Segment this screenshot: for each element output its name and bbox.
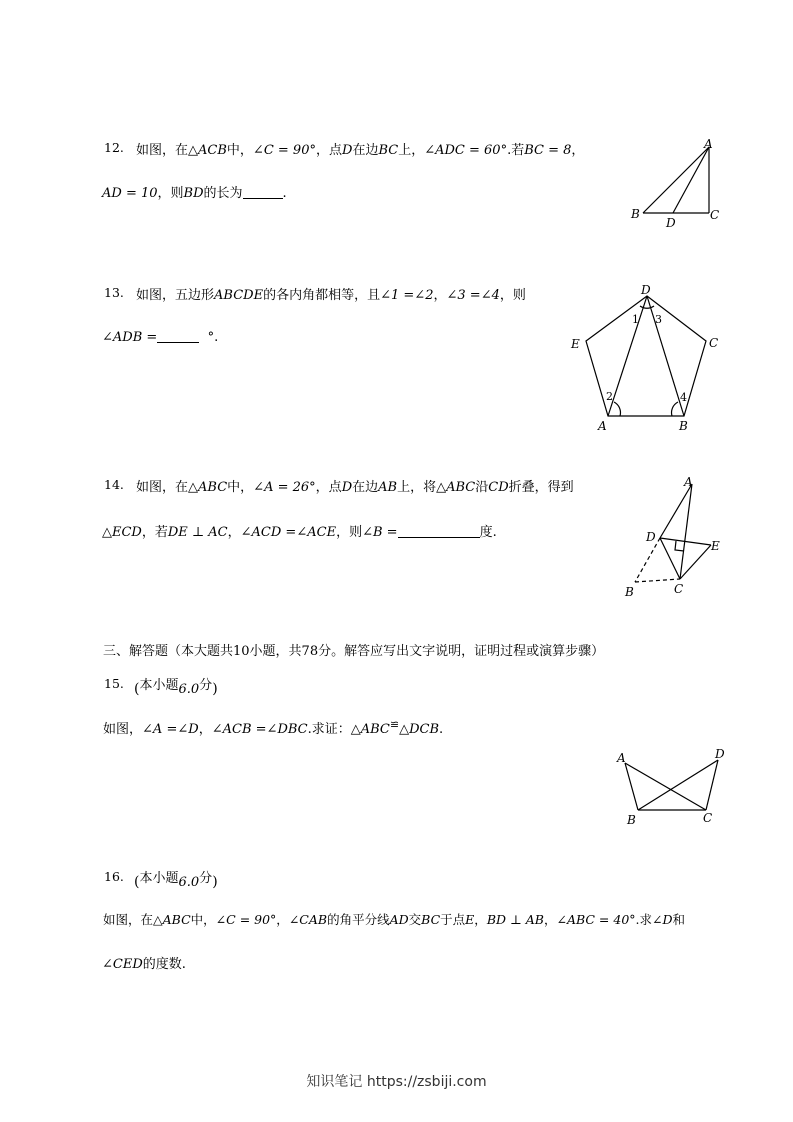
text: 于点 xyxy=(440,912,466,927)
text: .若 xyxy=(507,143,525,158)
text: 的角平分线 xyxy=(327,912,390,927)
text: 中， xyxy=(190,912,216,927)
label-4: 4 xyxy=(680,391,687,404)
math: ADC = 60 xyxy=(435,143,501,158)
triangle-symbol: △ xyxy=(188,143,199,158)
label-D: D xyxy=(641,283,651,297)
math: B = xyxy=(373,525,398,540)
angle-symbol: ∠ xyxy=(652,912,663,927)
math: D xyxy=(188,722,199,737)
angle-symbol: ∠ xyxy=(480,288,492,303)
math: ABC xyxy=(446,480,476,495)
math: ABC = 40 xyxy=(566,912,630,927)
text: . xyxy=(214,330,219,345)
text: 中， xyxy=(226,143,253,158)
math: 4 xyxy=(491,288,500,303)
text: ， xyxy=(276,912,289,927)
math: A = 26 xyxy=(264,480,310,495)
text: 上，将 xyxy=(397,480,437,495)
math: 2 xyxy=(425,288,434,303)
angle-symbol: ∠ xyxy=(102,957,113,972)
text: .求证： xyxy=(307,722,351,737)
label-D: D xyxy=(666,216,676,230)
math: DCB xyxy=(409,722,440,737)
q16-line2 xyxy=(102,953,186,972)
text: 和 xyxy=(672,912,686,927)
math: C = 90 xyxy=(263,143,310,158)
degree-symbol: ° xyxy=(500,143,508,158)
q16-score xyxy=(134,867,218,890)
triangle-symbol: △ xyxy=(188,480,199,495)
text: 本小题 xyxy=(139,871,179,886)
paren: ) xyxy=(212,874,218,890)
label-B: B xyxy=(625,585,634,599)
q16-line1 xyxy=(103,910,685,928)
text: 如图，在 xyxy=(103,912,154,927)
text: 如图，五边形 xyxy=(136,288,215,303)
label-B: B xyxy=(631,207,640,221)
math: ABC xyxy=(198,480,228,495)
angle-symbol: ∠ xyxy=(211,722,223,737)
math: 3 = xyxy=(457,288,481,303)
text: ，则 xyxy=(157,186,184,201)
label-B: B xyxy=(627,813,636,827)
math: BC = 8 xyxy=(524,143,572,158)
math: ACE xyxy=(307,525,337,540)
text: 折叠，得到 xyxy=(508,480,574,495)
text: 在边 xyxy=(352,480,379,495)
math: E xyxy=(465,912,475,927)
label-A: A xyxy=(704,137,713,151)
text: ， xyxy=(474,912,487,927)
section-title: 三、解答题（本大题共10小题，共78分。解答应写出文字说明，证明过程或演算步骤） xyxy=(103,644,605,659)
question-number: 16. xyxy=(104,869,124,884)
angle-symbol: ∠ xyxy=(446,288,458,303)
question-number: 13. xyxy=(104,285,124,300)
angle-symbol: ∠ xyxy=(102,330,113,345)
text: 的度数. xyxy=(142,957,186,972)
label-C: C xyxy=(709,336,719,350)
q13-line1 xyxy=(136,284,526,303)
math: A = xyxy=(152,722,178,737)
math: AB xyxy=(378,480,398,495)
angle-symbol: ∠ xyxy=(177,722,189,737)
angle-symbol: ∠ xyxy=(414,288,426,303)
text: 如图， xyxy=(103,722,143,737)
angle-symbol: ∠ xyxy=(556,912,567,927)
q15-figure xyxy=(610,745,735,830)
degree-symbol: ° xyxy=(309,143,316,158)
angle-symbol: ∠ xyxy=(362,525,373,540)
triangle-symbol: △ xyxy=(399,722,410,737)
math: ACB xyxy=(198,143,227,158)
math: ADB = xyxy=(112,330,158,345)
label-A: A xyxy=(617,751,626,765)
angle-symbol: ∠ xyxy=(215,912,227,927)
question-number: 14. xyxy=(104,477,124,492)
paren: ( xyxy=(134,681,140,697)
math: CD xyxy=(488,480,509,495)
q12-line1 xyxy=(136,139,584,158)
text: 交 xyxy=(408,912,422,927)
math: BD xyxy=(183,186,204,201)
math: ACB = xyxy=(222,722,267,737)
label-C: C xyxy=(703,811,713,825)
label-D: D xyxy=(715,747,725,761)
text: 如图，在 xyxy=(136,480,189,495)
math: CED xyxy=(112,957,143,972)
math: D xyxy=(342,143,353,158)
text: . xyxy=(282,186,287,201)
label-A: A xyxy=(598,419,607,433)
question-number: 15. xyxy=(104,676,124,691)
text: .求 xyxy=(635,912,653,927)
label-D: D xyxy=(646,530,656,544)
q15-line xyxy=(103,718,443,737)
text: ， xyxy=(433,288,447,303)
angle-symbol: ∠ xyxy=(296,525,308,540)
text: 在边 xyxy=(352,143,379,158)
math: DBC xyxy=(277,722,308,737)
degree-symbol: ° xyxy=(629,912,636,927)
math: DE ⊥ AC xyxy=(167,525,228,540)
text: ， xyxy=(198,722,212,737)
label-A: A xyxy=(684,475,693,489)
triangle-symbol: △ xyxy=(102,525,112,540)
label-B: B xyxy=(679,419,688,433)
degree-symbol: ° xyxy=(207,330,215,345)
paren: ) xyxy=(212,681,218,697)
text: ，点 xyxy=(315,143,342,158)
text: 如图，在 xyxy=(136,143,189,158)
label-3: 3 xyxy=(655,313,662,326)
answer-blank xyxy=(157,330,199,343)
text: 中， xyxy=(227,480,254,495)
label-E: E xyxy=(711,539,720,553)
triangle-symbol: △ xyxy=(436,480,447,495)
triangle-symbol: △ xyxy=(350,722,361,737)
label-2: 2 xyxy=(606,390,613,403)
score-value: 6.0 xyxy=(178,682,200,697)
math: 1 = xyxy=(390,288,415,303)
angle-symbol: ∠ xyxy=(142,722,153,737)
text: ，则 xyxy=(499,288,526,303)
answer-blank xyxy=(243,186,283,199)
text: ， xyxy=(543,912,557,927)
angle-symbol: ∠ xyxy=(288,912,300,927)
q14-line1 xyxy=(136,476,574,495)
paren: ( xyxy=(134,874,140,890)
question-number: 12. xyxy=(104,140,124,155)
math: D xyxy=(341,480,353,495)
text: ，则 xyxy=(336,525,363,540)
math: ABC xyxy=(360,722,390,737)
score-value: 6.0 xyxy=(178,875,200,890)
angle-symbol: ∠ xyxy=(424,143,436,158)
math: ABCDE xyxy=(214,288,264,303)
angle-symbol: ∠ xyxy=(253,480,265,495)
angle-symbol: ∠ xyxy=(240,525,252,540)
math: BC xyxy=(378,143,399,158)
degree-symbol: ° xyxy=(309,480,316,495)
q15-score xyxy=(134,674,218,697)
text: 分 xyxy=(199,871,213,886)
math: BD ⊥ AB xyxy=(486,912,544,927)
text: . xyxy=(439,722,444,737)
text: ，点 xyxy=(315,480,342,495)
text: 沿 xyxy=(475,480,489,495)
q13-figure xyxy=(566,280,726,435)
text: ，若 xyxy=(141,525,168,540)
degree-symbol: ° xyxy=(270,912,277,927)
label-1: 1 xyxy=(632,313,639,326)
angle-symbol: ∠ xyxy=(380,288,391,303)
q12-line2 xyxy=(102,182,287,201)
math: D xyxy=(662,912,673,927)
math: ABC xyxy=(162,912,191,927)
congruent-symbol: ≌ xyxy=(389,718,400,731)
math: AD = 10 xyxy=(102,186,158,201)
text: ， xyxy=(571,143,585,158)
text: 分 xyxy=(199,678,213,693)
label-C: C xyxy=(674,582,684,596)
text: 的长为 xyxy=(203,186,243,201)
text: ， xyxy=(227,525,241,540)
triangle-symbol: △ xyxy=(153,912,163,927)
math: BC xyxy=(421,912,441,927)
footer-watermark: 知识笔记 https://zsbiji.com xyxy=(306,1074,487,1090)
math: ACD = xyxy=(251,525,297,540)
text: 度. xyxy=(479,525,497,540)
angle-symbol: ∠ xyxy=(266,722,278,737)
label-E: E xyxy=(571,337,580,351)
q13-line2 xyxy=(102,330,218,345)
math: AD xyxy=(389,912,409,927)
label-C: C xyxy=(710,208,720,222)
text: 上， xyxy=(398,143,425,158)
answer-blank xyxy=(398,525,480,538)
math: CAB xyxy=(299,912,328,927)
text: 本小题 xyxy=(139,678,179,693)
q14-figure xyxy=(618,470,733,602)
angle-symbol: ∠ xyxy=(252,143,264,158)
text: 的各内角都相等，且 xyxy=(263,288,381,303)
math: C = 90 xyxy=(226,912,271,927)
math: ECD xyxy=(112,525,142,540)
q12-figure xyxy=(625,135,725,230)
q14-line2 xyxy=(102,521,497,540)
